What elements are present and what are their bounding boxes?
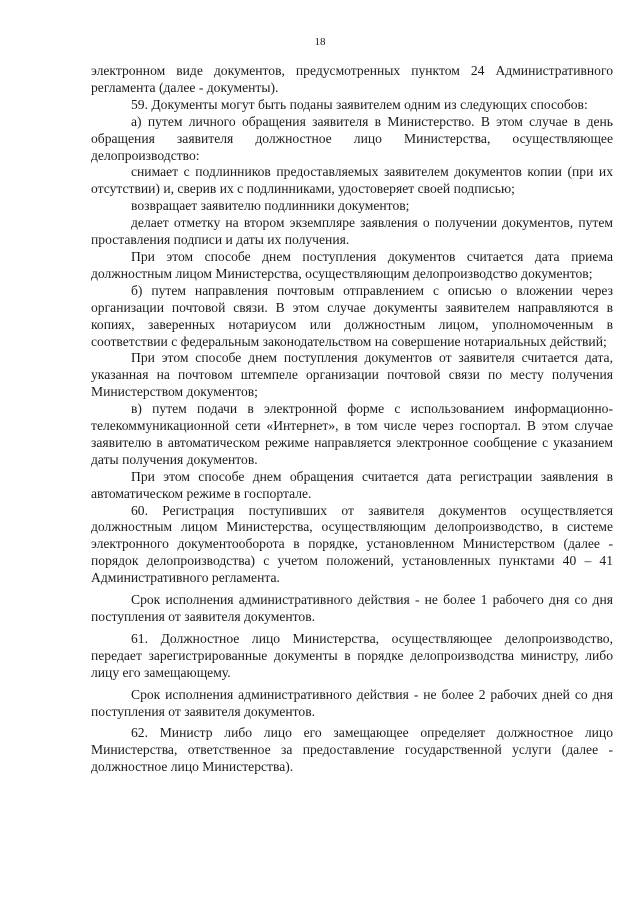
document-body (91, 63, 613, 776)
paragraph-receipt-date-personal: При этом способе днем поступления документов считается дата приема должностным лицом Министерства, осуществляющим делопроизводство документов; (91, 248, 613, 281)
page-number: 18 (314, 36, 326, 48)
paragraph-continuation: электронном виде документов, предусмотренных пунктом 24 Административного регламента (далее - документы). (91, 63, 613, 95)
paragraph-59a: а) путем личного обращения заявителя в Министерство. В этом случае в день обращения заявителя должностное лицо Министерства, осуществляющее делопроизводство: (91, 113, 613, 163)
paragraph-deadline-1: Срок исполнения административного действия - не более 1 рабочего дня со дня поступления от заявителя документов. (91, 592, 613, 624)
paragraph-59v: в) путем подачи в электронной форме с использованием информационно-телекоммуникационной сети «Интернет», в том числе через госпортал. В этом случае заявителю в автоматическом режиме направляется электронное сообщение с указанием даты получения документов. (91, 401, 613, 467)
paragraph-return-originals: возвращает заявителю подлинники документов; (131, 198, 410, 214)
paragraph-59b: б) путем направления почтовым отправлением с описью о вложении через организации почтовой связи. В этом случае документы заявителем направляются в копиях, заверенных нотариусом или должностным лицом, уполномоченным в соответствии с федеральным законодательством на совершение нотариальных действий; (91, 282, 613, 349)
paragraph-62: 62. Министр либо лицо его замещающее определяет должностное лицо Министерства, ответственное за предоставление государственной услуги (далее - должностное лицо Министерства). (91, 725, 613, 775)
paragraph-copies: снимает с подлинников предоставляемых заявителем документов копии (при их отсутствии) и, сверив их с подлинниками, удостоверяет своей подписью; (91, 164, 613, 197)
paragraph-60: 60. Регистрация поступивших от заявителя документов осуществляется должностным лицом Министерства, осуществляющим делопроизводство, в системе электронного документооборота в порядке, установленном Министерством (далее - порядок делопроизводства) с учетом положений, установленных пунктами 40 – 41 Административного регламента. (91, 502, 613, 586)
paragraph-mark-receipt: делает отметку на втором экземпляре заявления о получении документов, путем проставления подписи и даты их получения. (91, 215, 613, 248)
paragraph-receipt-date-online: При этом способе днем обращения считается дата регистрации заявления в автоматическом режиме в госпортале. (91, 468, 613, 501)
paragraph-deadline-2: Срок исполнения административного действия - не более 2 рабочих дней со дня поступления от заявителя документов. (91, 686, 613, 719)
paragraph-61: 61. Должностное лицо Министерства, осуществляющее делопроизводство, передает зарегистрированные документы в порядке делопроизводства министру, либо лицу его замещающему. (91, 630, 613, 680)
paragraph-receipt-date-post: При этом способе днем поступления документов от заявителя считается дата, указанная на почтовом штемпеле организации почтовой связи по месту получения Министерством документов; (91, 350, 613, 400)
paragraph-59: 59. Документы могут быть поданы заявителем одним из следующих способов: (131, 96, 588, 112)
